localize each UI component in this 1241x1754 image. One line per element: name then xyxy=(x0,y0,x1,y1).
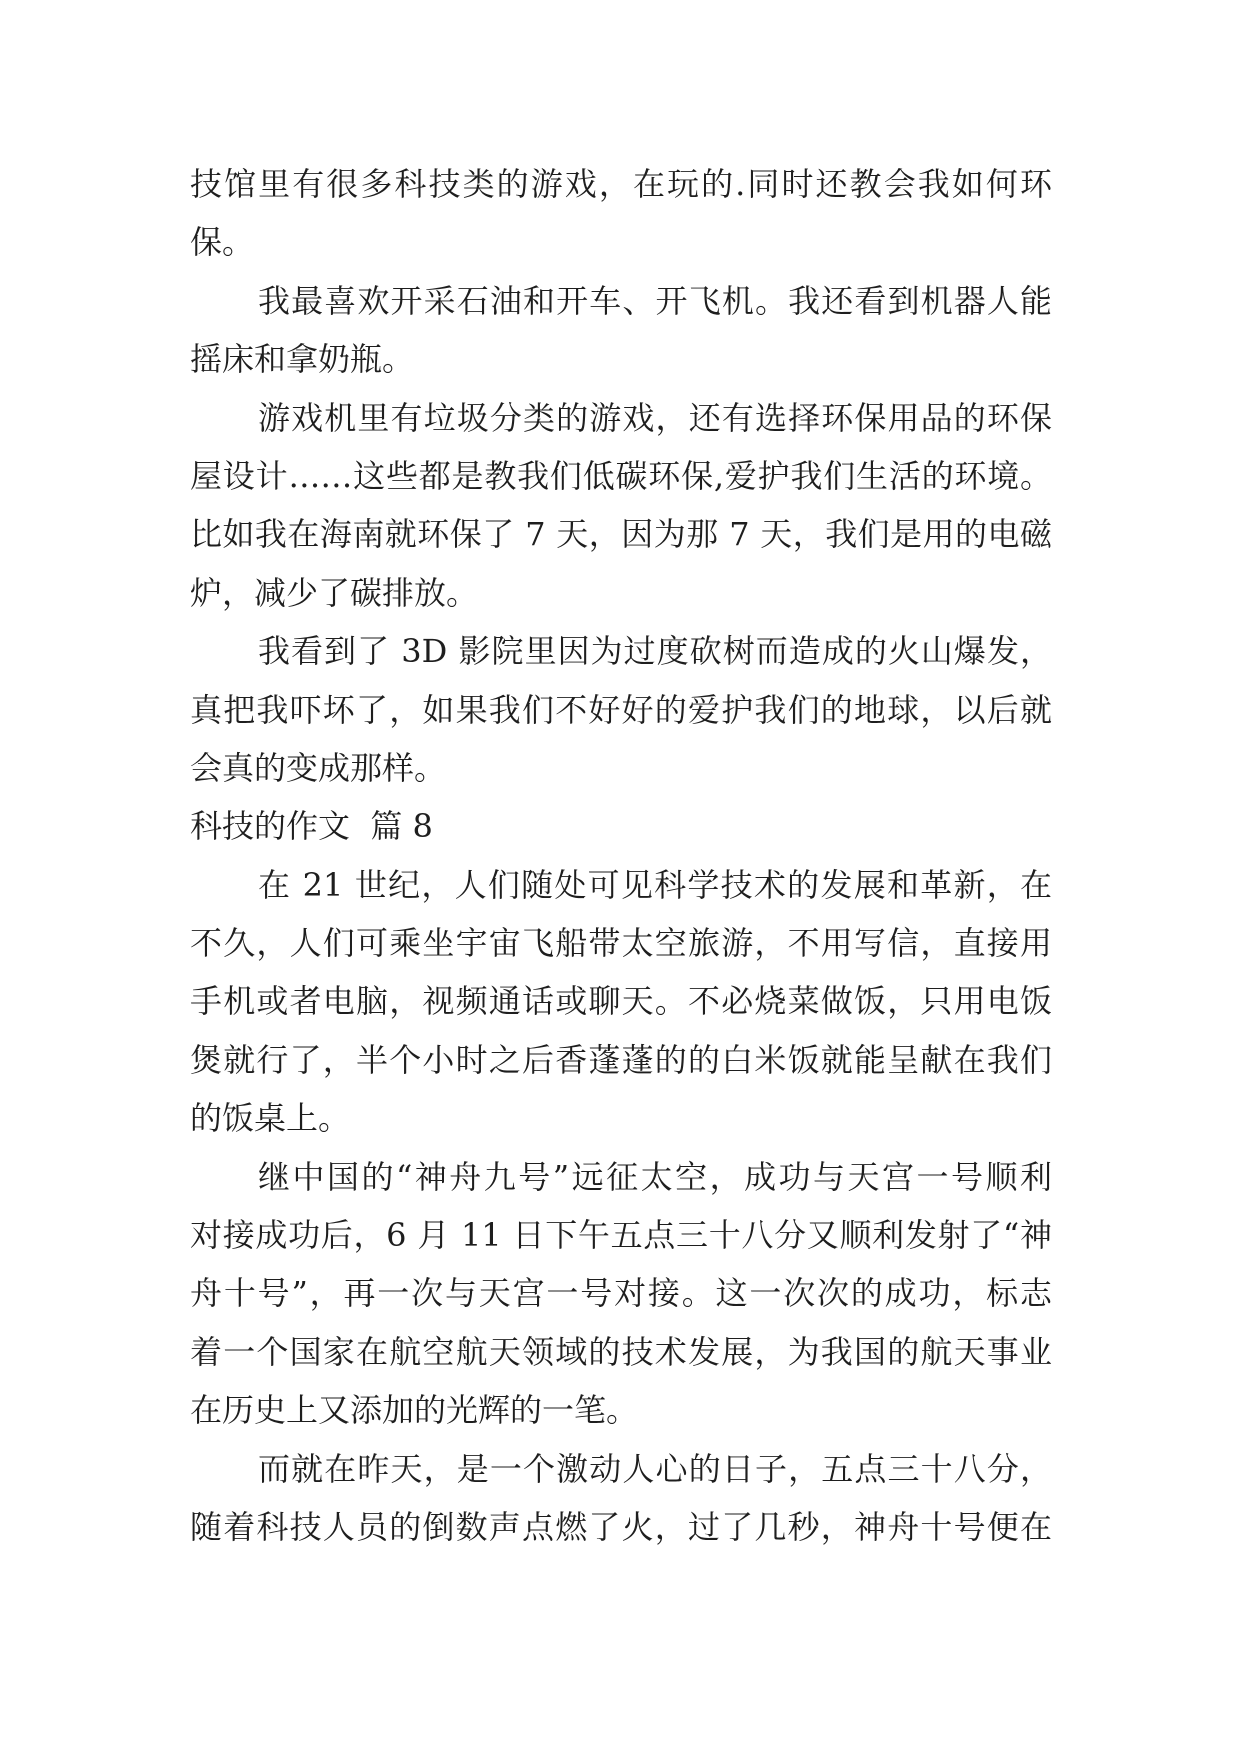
text-line: 真把我吓坏了，如果我们不好好的爱护我们的地球，以后就 xyxy=(190,690,1052,729)
text-line: 炉，减少了碳排放。 xyxy=(190,573,479,612)
text-line: 摇床和拿奶瓶。 xyxy=(190,340,415,379)
text-line: 着一个国家在航空航天领域的技术发展，为我国的航天事业 xyxy=(190,1332,1052,1371)
paragraph xyxy=(190,1148,1052,1440)
text-line: 会真的变成那样。 xyxy=(190,748,447,787)
text-line: 不久，人们可乘坐宇宙飞船带太空旅游，不用写信，直接用 xyxy=(190,924,1052,963)
text-line: 屋设计……这些都是教我们低碳环保,爱护我们生活的环境。 xyxy=(190,456,1052,495)
text-line: 的饭桌上。 xyxy=(190,1099,351,1138)
text-line: 我看到了 3D 影院里因为过度砍树而造成的火山爆发， xyxy=(258,632,1052,671)
paragraph xyxy=(190,1440,1052,1557)
text-line: 在历史上又添加的光辉的一笔。 xyxy=(190,1391,639,1430)
paragraph xyxy=(190,389,1052,623)
text-line: 在 21 世纪，人们随处可见科学技术的发展和革新，在 xyxy=(258,865,1052,904)
paragraph xyxy=(190,856,1052,1148)
text-line: 游戏机里有垃圾分类的游戏，还有选择环保用品的环保 xyxy=(258,398,1052,437)
text-line: 而就在昨天，是一个激动人心的日子，五点三十八分， xyxy=(258,1449,1052,1488)
paragraph xyxy=(190,155,1052,272)
document-body xyxy=(190,155,1052,1556)
text-line: 煲就行了，半个小时之后香蓬蓬的的白米饭就能呈献在我们 xyxy=(190,1040,1052,1079)
text-line: 对接成功后，6 月 11 日下午五点三十八分又顺利发射了“神 xyxy=(190,1216,1052,1255)
text-line: 保。 xyxy=(190,223,255,262)
text-line: 舟十号”，再一次与天宫一号对接。这一次次的成功，标志 xyxy=(190,1274,1052,1313)
section-title: 科技的作文 篇 8 xyxy=(190,807,433,846)
text-line: 技馆里有很多科技类的游戏，在玩的.同时还教会我如何环 xyxy=(190,165,1052,203)
text-line: 比如我在海南就环保了 7 天，因为那 7 天，我们是用的电磁 xyxy=(190,515,1052,554)
text-line: 随着科技人员的倒数声点燃了火，过了几秒，神舟十号便在 xyxy=(190,1507,1052,1546)
text-line: 我最喜欢开采石油和开车、开飞机。我还看到机器人能 xyxy=(258,281,1052,320)
paragraph xyxy=(190,272,1052,389)
paragraph xyxy=(190,622,1052,797)
text-line: 继中国的“神舟九号”远征太空，成功与天宫一号顺利 xyxy=(258,1157,1052,1196)
text-line: 手机或者电脑，视频通话或聊天。不必烧菜做饭，只用电饭 xyxy=(190,982,1052,1021)
